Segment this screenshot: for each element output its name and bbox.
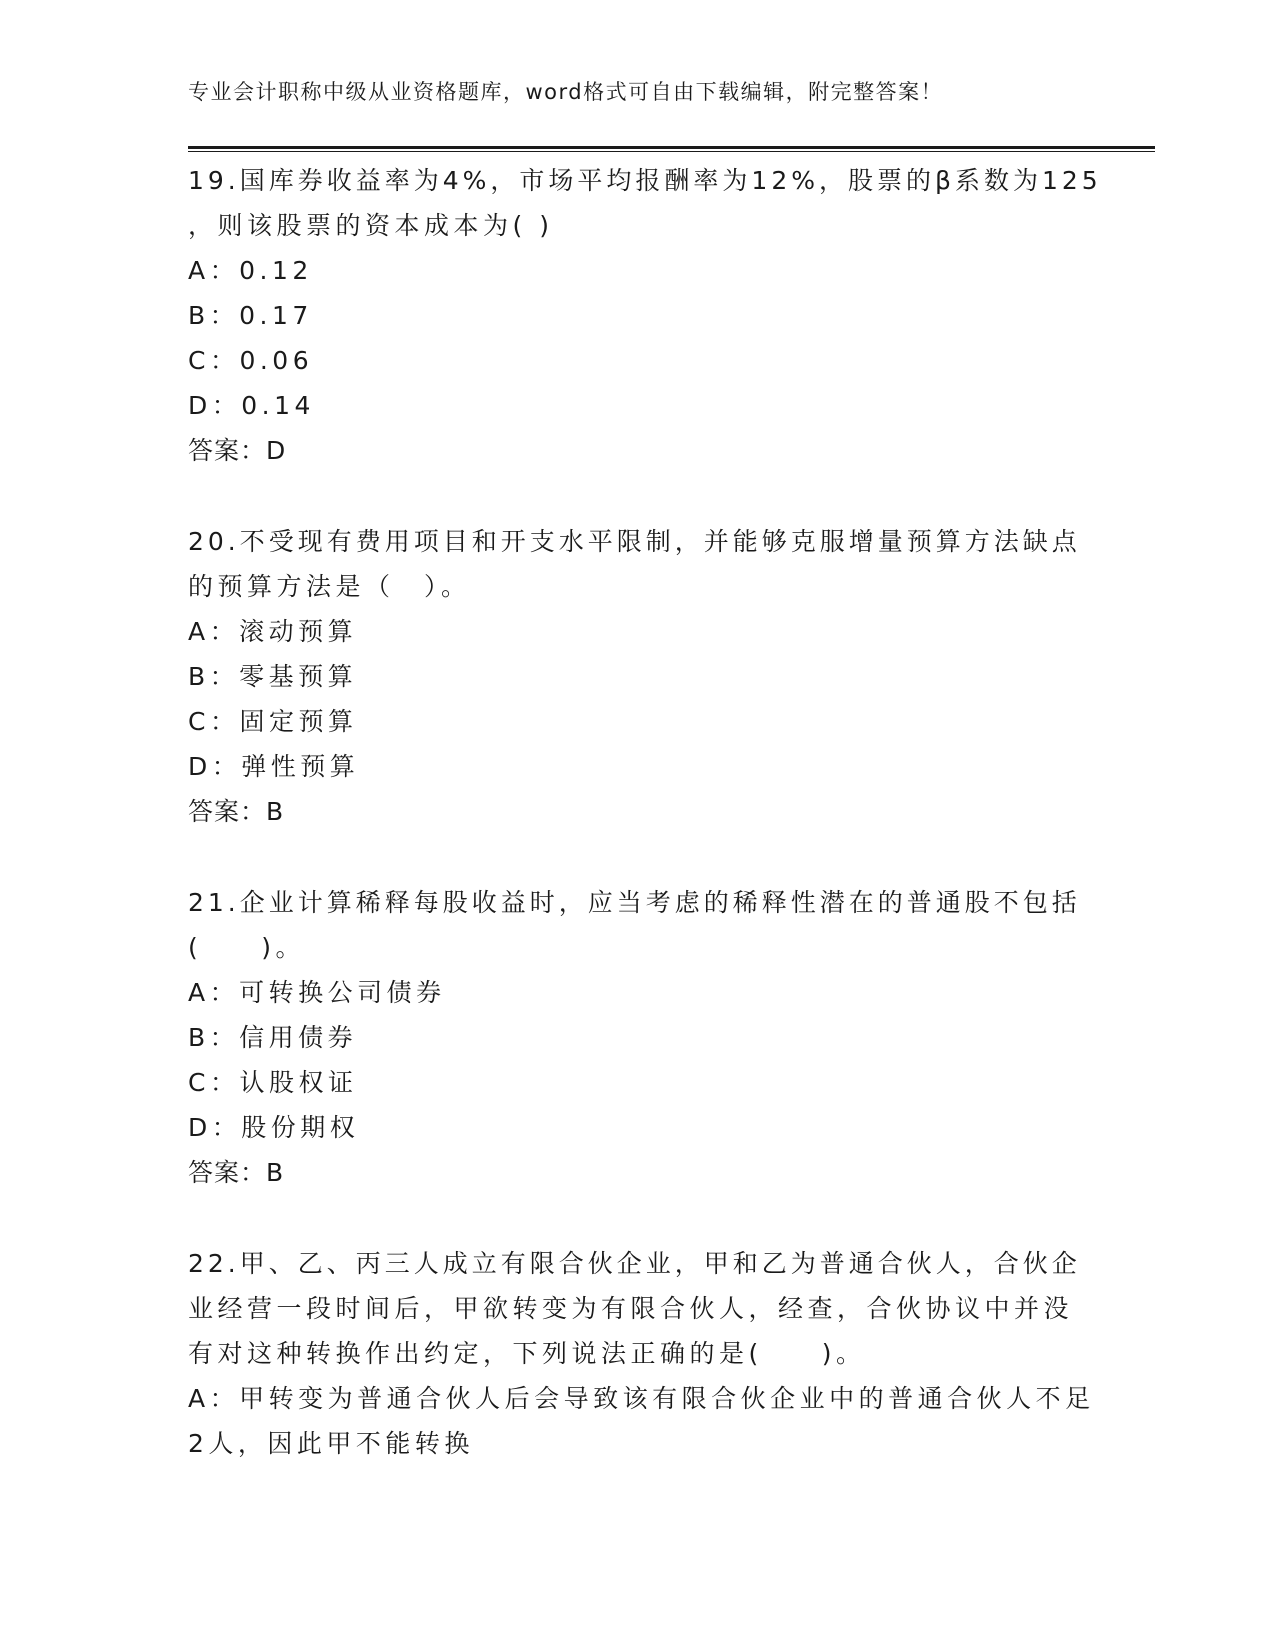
option-a: A：0.12 [188,256,313,285]
option-c: C：0.06 [188,346,314,375]
question-stem [188,880,1088,970]
header-rule-thick [188,146,1155,149]
question-stem-line: 业经营一段时间后，甲欲转变为有限合伙人，经查，合伙协议中并没 [188,1294,1074,1323]
question-stem-line: 有对这种转换作出约定，下列说法正确的是( )。 [188,1339,866,1368]
option-a: A：滚动预算 [188,617,358,646]
question-stem-line: 21.企业计算稀释每股收益时，应当考虑的稀释性潜在的普通股不包括 [188,888,1081,917]
question-20 [188,519,1088,834]
header-rule-thin [188,151,1155,152]
option-b: B：零基预算 [188,662,358,691]
option-b: B：信用债券 [188,1023,358,1052]
option-d: D：弹性预算 [188,752,360,781]
question-21 [188,880,1088,1195]
question-stem [188,158,1102,248]
option-a: A：可转换公司债券 [188,978,446,1007]
question-stem [188,1241,1088,1376]
question-stem [188,519,1088,609]
page-header: 专业会计职称中级从业资格题库，word格式可自由下载编辑，附完整答案！ [188,80,944,104]
question-stem-line: ，则该股票的资本成本为( ) [188,211,554,240]
option-d: D：股份期权 [188,1113,360,1142]
answer-label: 答案：D [188,436,287,465]
question-stem-line: ( )。 [188,933,306,962]
question-list [188,158,1102,1512]
question-19 [188,158,1102,473]
option-d: D：0.14 [188,391,315,420]
option-a-continued: 2人，因此甲不能转换 [188,1429,474,1458]
option-b: B：0.17 [188,301,313,330]
question-stem-line: 22.甲、乙、丙三人成立有限合伙企业，甲和乙为普通合伙人，合伙企 [188,1249,1081,1278]
option-c: C：固定预算 [188,707,358,736]
question-22 [188,1241,1095,1466]
question-stem-line: 的预算方法是（ ）。 [188,572,471,601]
question-stem-line: 20.不受现有费用项目和开支水平限制，并能够克服增量预算方法缺点 [188,527,1081,556]
answer-label: 答案：B [188,1158,285,1187]
question-stem-line: 19.国库券收益率为4%，市场平均报酬率为12%，股票的β系数为125 [188,166,1102,195]
option-a: A：甲转变为普通合伙人后会导致该有限合伙企业中的普通合伙人不足 [188,1384,1095,1413]
option-c: C：认股权证 [188,1068,358,1097]
answer-label: 答案：B [188,797,285,826]
